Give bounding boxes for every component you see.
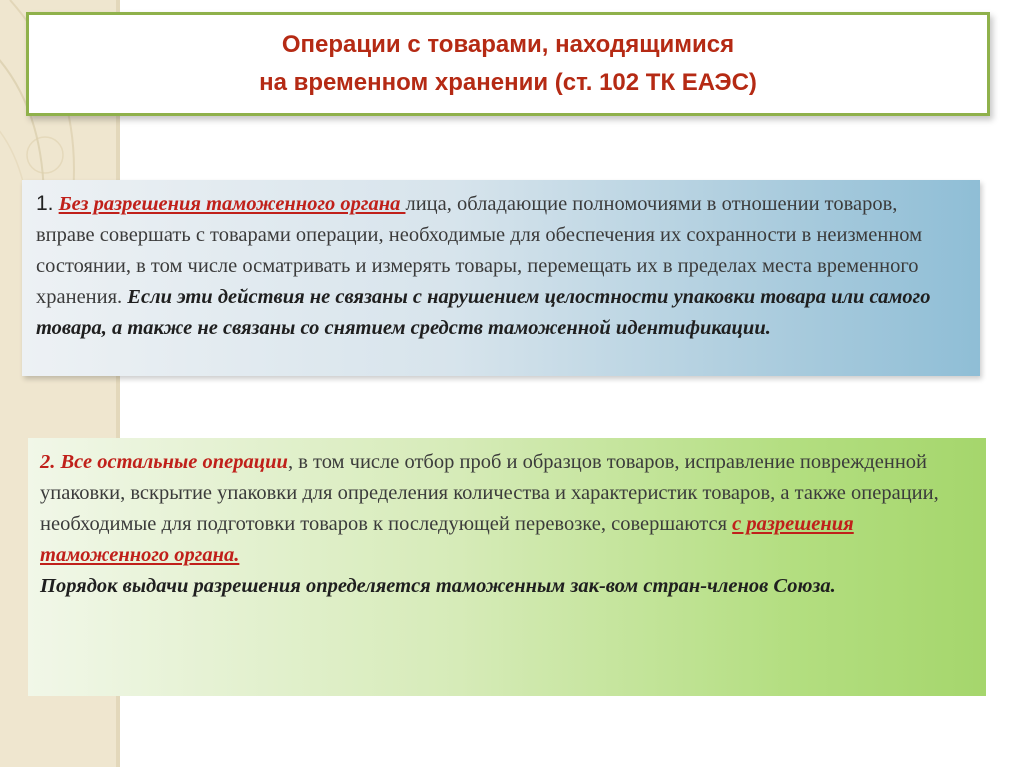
block1-condition: Если эти действия не связаны с нарушением целостности упаковки товара или самого товара, а также не связаны со снятием средств таможенной идентификации. <box>36 286 931 339</box>
slide-title <box>26 12 990 116</box>
title-line-2: на временном хранении (ст. 102 ТК ЕАЭС) <box>259 69 757 96</box>
operations-without-permission-block <box>22 180 980 376</box>
block2-text: в том числе отбор проб и образцов товаров, исправление поврежденной упаковки, вскрытие упаковки для определения количества и характеристик товаров, а также операции, необходимые для подготовки товаров к последующей перевозке, совершаются <box>40 451 939 535</box>
other-operations-block <box>28 438 986 696</box>
block1-text: лица, обладающие полномочиями в отношении товаров, вправе совершать с товарами операции, необходимые для обеспечения их сохранности в неизменном состоянии, в том числе осматривать и измерять товары, перемещать их в пределах места временного хранения. <box>36 193 923 308</box>
block1-number: 1. <box>36 192 54 215</box>
permission-procedure-text: Порядок выдачи разрешения определяется таможенным зак-вом стран-членов Союза. <box>40 575 836 597</box>
without-permission-emphasis: Без разрешения таможенного органа <box>58 193 406 215</box>
title-line-1: Операции с товарами, находящимися <box>281 31 735 58</box>
with-permission-emphasis: с разрешения таможенного органа. <box>40 513 854 566</box>
lead-separator: , <box>287 451 294 473</box>
other-operations-lead: 2. Все остальные операции <box>40 451 288 473</box>
